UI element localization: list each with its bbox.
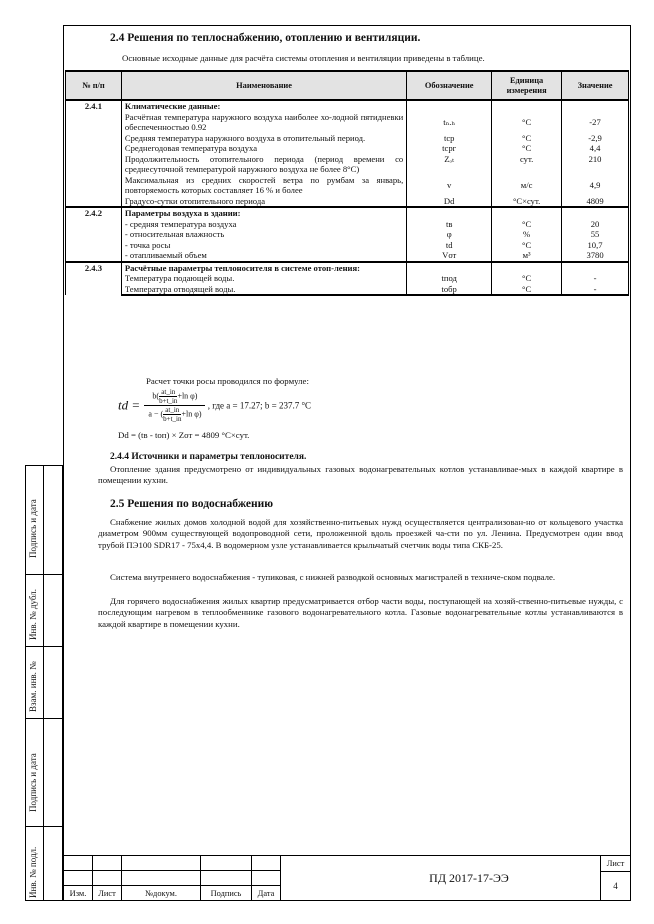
side-label-sign-date-1: Подпись и дата xyxy=(28,499,38,558)
stamp-label-sign: Подпись xyxy=(200,885,252,901)
table-row: Средняя температура наружного воздуха в отопительный период. tср °С -2,9 xyxy=(66,133,629,144)
table-row: Расчётная температура наружного воздуха наиболее хо-лодной пятидневки обеспеченностью 0.92 tₙ.ₕ °С -27 xyxy=(66,112,629,133)
table-row: Максимальная из средних скоростей ветра по румбам за январь, повторяемость которых составляет 16 % и более v м/с 4,9 xyxy=(66,175,629,196)
sheet-number: 4 xyxy=(600,871,631,901)
intro-text: Основные исходные данные для расчёта системы отопления и вентиляции приведены в таблице. xyxy=(122,53,485,63)
document-code: ПД 2017-17-ЭЭ xyxy=(429,871,509,885)
group-num: 2.4.1 xyxy=(66,100,122,207)
side-label-vzam-inv: Взам. инв. № xyxy=(28,661,38,712)
col-header-name: Наименование xyxy=(121,71,406,100)
section-heading-2-5: 2.5 Решения по водоснабжению xyxy=(110,498,274,510)
paragraph-2-4-4: Отопление здания предусмотрено от индивидуальных газовых водонагревательных котлов устанавливае-мых в каждой квартире в помещении кухни. xyxy=(98,464,623,486)
paragraph-2-5-c: Для горячего водоснабжения жилых квартир предусматривается отбор части воды, поступающей на хозяй-ственно-питьевые нужды, с последующим нагревом в теплообменнике газового водонагревательного котла. Газовые водонагревательные котлы устанавливаются в каждой квартире в помещении кухни. xyxy=(98,596,623,629)
paragraph-2-5-b: Система внутреннего водоснабжения - тупиковая, с нижней разводкой основных магистралей в техниче-ском подвале. xyxy=(110,572,556,582)
group-num: 2.4.2 xyxy=(66,207,122,262)
side-label-inv-podl: Инв. № подл. xyxy=(28,846,38,898)
stamp-label-list: Лист xyxy=(92,885,122,901)
col-header-num: № п/п xyxy=(66,71,122,100)
title-block xyxy=(63,855,631,901)
side-label-inv-dubl: Инв. № дубл. xyxy=(28,589,38,640)
table-row: Среднегодовая температура воздуха tсрг °С 4,4 xyxy=(66,143,629,154)
table-row: Градусо-сутки отопительного периода Dd °С×сут. 4809 xyxy=(66,196,629,208)
dew-point-text: Расчет точки росы проводился по формуле: xyxy=(146,376,309,386)
table-row: Продолжительность отопительного периода (период времени со среднесуточной температурой наружного воздуха не более 8°С) Zₒₜ сут. 210 xyxy=(66,154,629,175)
group-title: Климатические данные: xyxy=(121,100,406,112)
stamp-label-doc: №докум. xyxy=(121,885,201,901)
data-table xyxy=(65,70,629,296)
degree-days-formula: Dd = (tв - tоп) × Zот = 4809 °С×сут. xyxy=(118,430,250,440)
table-row: - точка росы td °С 10,7 xyxy=(66,240,629,251)
table-row: - отапливаемый объем Vот м³ 3780 xyxy=(66,250,629,262)
group-title: Расчётные параметры теплоносителя в системе отоп-ления: xyxy=(121,262,406,274)
side-label-sign-date-2: Подпись и дата xyxy=(28,753,38,812)
table-row: Температура подающей воды. tпод °С - xyxy=(66,273,629,284)
col-header-symbol: Обозначение xyxy=(407,71,492,100)
col-header-unit: Единица измерения xyxy=(492,71,562,100)
section-heading-2-4-4: 2.4.4 Источники и параметры теплоносителя. xyxy=(110,452,307,462)
section-heading-2-4: 2.4 Решения по теплоснабжению, отоплению и вентиляции. xyxy=(110,32,421,44)
table-row: Температура отводящей воды. tобр °С - xyxy=(66,284,629,296)
stamp-label-izm: Изм. xyxy=(63,885,93,901)
dew-point-formula: td = b( $\frac{at\_in}{b+t\_in}$ +ln φ) a − ( $\frac{at\_in}{b+t\_in}$ +ln φ) , где a = 17.27; b = 237.7 °С xyxy=(118,388,312,423)
table-row: - относительная влажность φ % 55 xyxy=(66,229,629,240)
paragraph-2-5-a: Снабжение жилых домов холодной водой для хозяйственно-питьевых нужд осуществляется централизован-но от кольцевого участка диаметром 900мм существующей водопроводной сети, проложенной вдоль проезжей ча-сти по ул. Ленина. Предусмотрен один ввод трубой ПЭ100 SDR17 - 75х4,4. В водомерном узле устанавливается крыльчатый счетчик воды типа СКБ-25. xyxy=(98,517,623,550)
group-num: 2.4.3 xyxy=(66,262,122,296)
stamp-label-date: Дата xyxy=(251,885,281,901)
table-row: - средняя температура воздуха tв °С 20 xyxy=(66,219,629,230)
col-header-value: Значение xyxy=(562,71,629,100)
sheet-label: Лист xyxy=(600,855,631,872)
group-title: Параметры воздуха в здании: xyxy=(121,207,406,219)
